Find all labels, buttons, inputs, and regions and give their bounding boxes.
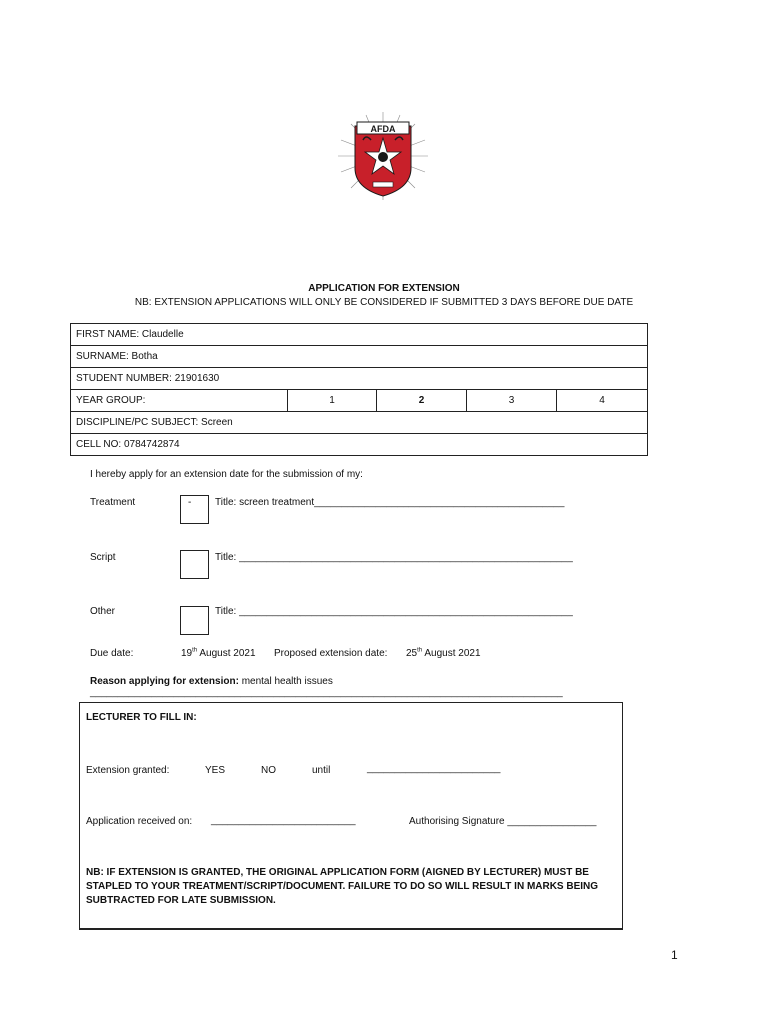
yes-option[interactable]: YES: [205, 765, 226, 776]
extension-granted-label: Extension granted:: [86, 765, 170, 776]
no-option[interactable]: NO: [261, 765, 276, 776]
lecturer-heading: LECTURER TO FILL IN:: [86, 712, 197, 723]
treatment-label: Treatment: [90, 497, 136, 508]
proposed-date-label: Proposed extension date:: [274, 648, 388, 659]
year-option-1[interactable]: 1: [288, 390, 377, 412]
afda-logo: [333, 110, 433, 202]
reason-label: Reason applying for extension:: [90, 676, 239, 687]
submission-intro: I hereby apply for an extension date for the submission of my:: [90, 469, 363, 480]
page-number: 1: [671, 948, 678, 962]
other-title-field[interactable]: Title: ____________________________________________________________: [215, 606, 573, 617]
year-group-label: YEAR GROUP:: [71, 390, 288, 412]
surname-field[interactable]: SURNAME: Botha: [71, 346, 648, 368]
due-date-value[interactable]: 19th August 2021: [181, 647, 256, 659]
discipline-field[interactable]: DISCIPLINE/PC SUBJECT: Screen: [71, 412, 648, 434]
cell-number-field[interactable]: CELL NO: 0784742874: [71, 434, 648, 456]
other-checkbox[interactable]: [180, 606, 209, 635]
treatment-title-field[interactable]: Title: screen treatment_____________________________________________: [215, 497, 565, 508]
first-name-field[interactable]: FIRST NAME: Claudelle: [71, 324, 648, 346]
year-option-3[interactable]: 3: [467, 390, 557, 412]
reason-underline: _____________________________________________________________________________________: [90, 687, 563, 698]
form-title: APPLICATION FOR EXTENSION: [308, 283, 460, 294]
signature-field[interactable]: Authorising Signature ________________: [409, 816, 597, 827]
proposed-date-value[interactable]: 25th August 2021: [406, 647, 481, 659]
treatment-checkbox-mark: -: [188, 497, 192, 508]
student-info-table: [70, 323, 648, 456]
until-field[interactable]: ________________________: [367, 763, 501, 774]
script-title-field[interactable]: Title: ____________________________________________________________: [215, 552, 573, 563]
year-option-2[interactable]: 2: [377, 390, 467, 412]
received-label: Application received on:: [86, 816, 193, 827]
treatment-checkbox[interactable]: [180, 495, 209, 524]
student-number-field[interactable]: STUDENT NUMBER: 21901630: [71, 368, 648, 390]
lecturer-nb-note: NB: IF EXTENSION IS GRANTED, THE ORIGINAL APPLICATION FORM (AIGNED BY LECTURER) MUST BE STAPLED TO YOUR TREATMENT/SCRIPT/DOCUMENT. FAILURE TO DO SO WILL RESULT IN MARKS BEING SUBTRACTED FOR LATE SUBMISSION.: [86, 867, 599, 906]
logo-text: AFDA: [370, 124, 396, 134]
script-label: Script: [90, 552, 116, 563]
year-option-4[interactable]: 4: [557, 390, 648, 412]
received-field[interactable]: __________________________: [211, 815, 356, 826]
until-label: until: [312, 765, 331, 776]
script-checkbox[interactable]: [180, 550, 209, 579]
reason-value: mental health issues: [238, 676, 333, 687]
form-subtitle: NB: EXTENSION APPLICATIONS WILL ONLY BE CONSIDERED IF SUBMITTED 3 DAYS BEFORE DUE DATE: [134, 297, 634, 308]
due-date-label: Due date:: [90, 648, 134, 659]
reason-field[interactable]: [90, 676, 333, 687]
other-label: Other: [90, 606, 116, 617]
lecturer-section: [79, 702, 623, 930]
